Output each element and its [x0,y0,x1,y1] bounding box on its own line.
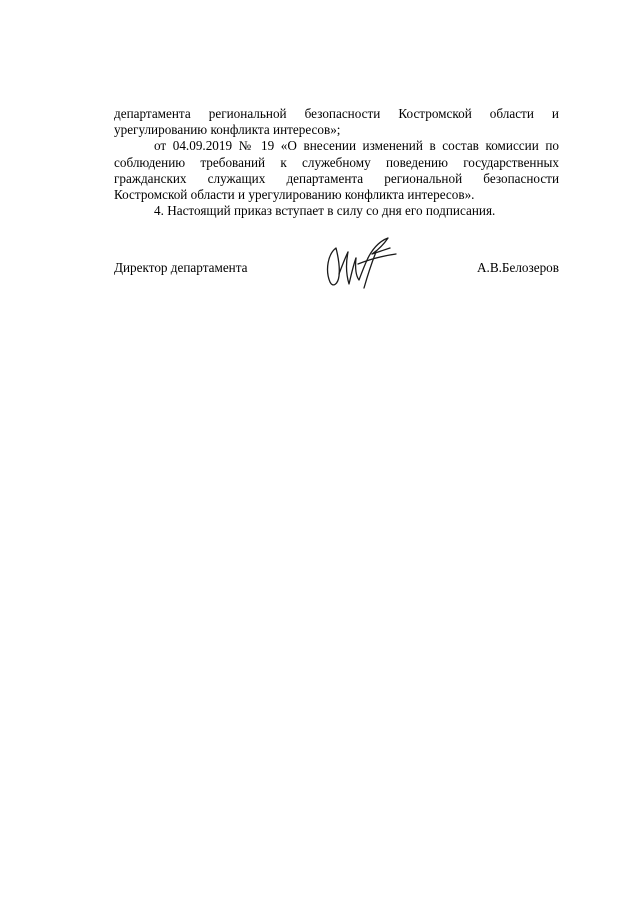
document-body [114,106,559,219]
paragraph-order-reference: от 04.09.2019 № 19 «О внесении изменений в состав комиссии по соблюдению требований к служебному поведению государственных гражданских служащих департамента региональной безопасности Костромской области и урегулированию конфликта интересов». [114,138,559,203]
handwritten-signature-icon [322,234,400,290]
paragraph-effective-date: 4. Настоящий приказ вступает в силу со дня его подписания. [154,203,496,219]
paragraph-continuation: департамента региональной безопасности Костромской области и урегулированию конфликта интересов»; [114,106,559,138]
signatory-name: А.В.Белозеров [477,260,559,275]
signatory-position: Директор департамента [114,260,248,275]
